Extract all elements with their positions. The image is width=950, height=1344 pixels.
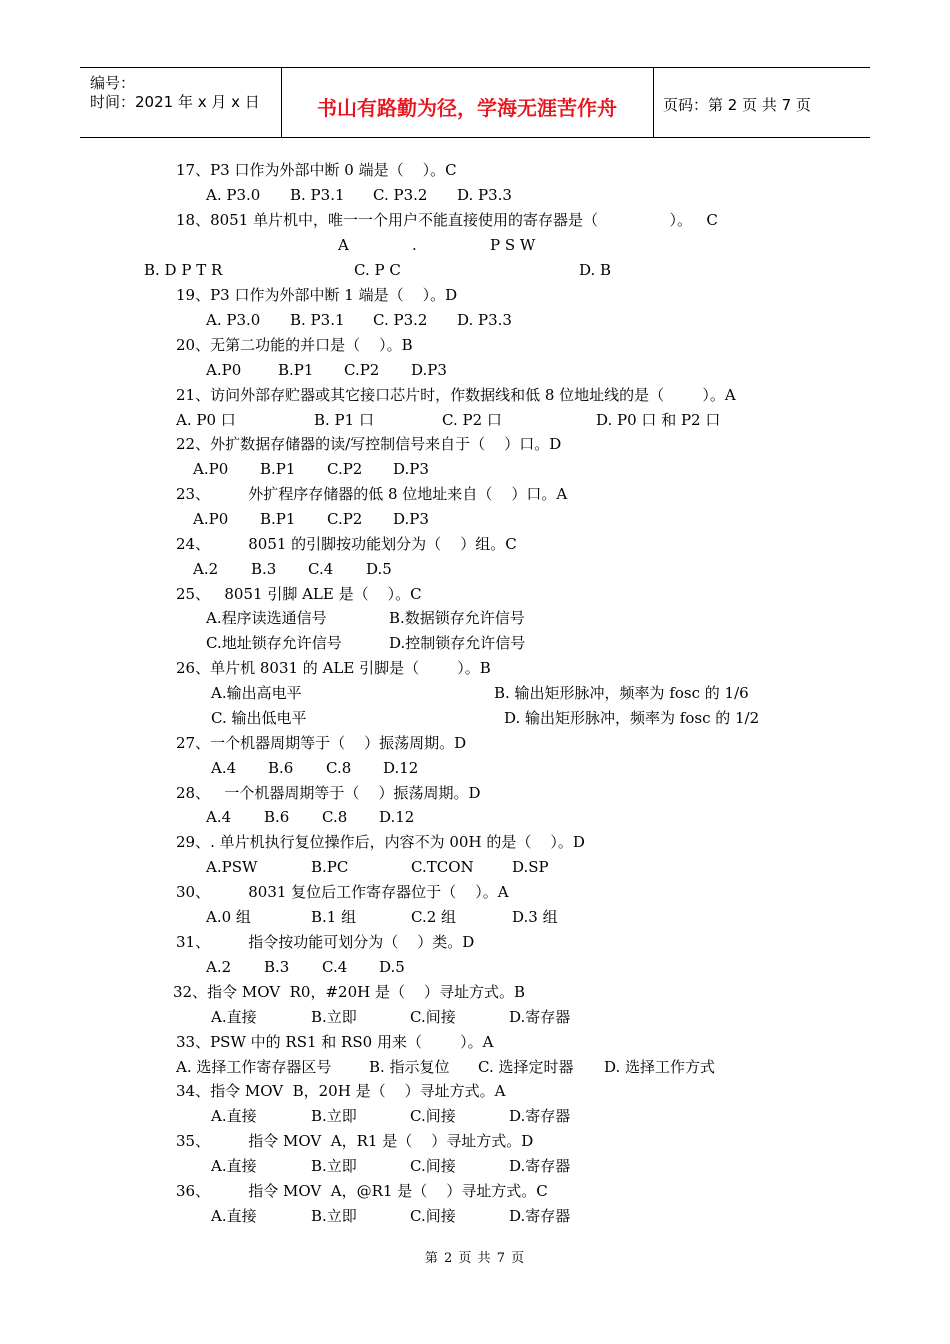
answer-option: A.0 组 [206,908,251,926]
question-line: 28、 一个机器周期等于（ ）振荡周期。D [176,784,481,802]
answer-option: C.P2 [344,361,380,379]
answer-option: D.控制锁存允许信号 [389,634,526,652]
answer-option: C.间接 [410,1008,456,1026]
answer-option: A.P0 [193,460,229,478]
answer-option: B. 输出矩形脉冲，频率为 fosc 的 1/6 [494,684,749,702]
answer-option: C. P3.2 [373,311,428,329]
question-line: 27、一个机器周期等于（ ）振荡周期。D [176,734,467,752]
header-motto-cell [281,68,654,137]
answer-option: B.立即 [311,1207,357,1225]
answer-option: D.5 [366,560,392,578]
answer-option: C.间接 [410,1207,456,1225]
answer-option: D. P3.3 [457,311,512,329]
answer-option: B.PC [311,858,349,876]
answer-option: A. 选择工作寄存器区号 [176,1058,332,1076]
page-footer: 第 2 页 共 7 页 [424,1251,526,1266]
question-line: 24、 8051 的引脚按功能划分为（ ）组。C [176,535,517,553]
answer-option: B.P1 [260,460,296,478]
question-line: 32、指令 MOV R0，#20H 是（ ）寻址方式。B [173,983,526,1001]
answer-option: D. 选择工作方式 [604,1058,716,1076]
question-line: 33、PSW 中的 RS1 和 RS0 用来（ ）。A [176,1033,494,1051]
answer-option: D.寄存器 [509,1207,571,1225]
answer-option: A.4 [211,759,237,777]
answer-option: C.4 [322,958,348,976]
answer-option: A [338,236,349,254]
answer-option: A.P0 [206,361,242,379]
answer-option: D.P3 [393,510,429,528]
answer-option: B.3 [264,958,290,976]
answer-option: C.8 [322,808,348,826]
question-line: 18、8051 单片机中，唯一一个用户不能直接使用的寄存器是（ ）。 C [176,211,718,229]
question-line: 17、P3 口作为外部中断 0 端是（ ）。C [176,161,457,179]
answer-option: A. P3.0 [206,186,261,204]
answer-option: D.SP [512,858,549,876]
answer-option: A.直接 [211,1008,257,1026]
answer-option: D.12 [383,759,419,777]
header-meta [80,68,282,137]
question-line: 22、外扩数据存储器的读/写控制信号来自于（ ）口。D [176,435,562,453]
answer-option: B.立即 [311,1107,357,1125]
question-line: 19、P3 口作为外部中断 1 端是（ ）。D [176,286,458,304]
answer-option: B.P1 [278,361,314,379]
answer-option: C.P2 [327,510,363,528]
answer-option: C.4 [308,560,334,578]
answer-option: A.4 [206,808,232,826]
answer-option: C. 输出低电平 [211,709,307,727]
answer-option: C.间接 [410,1157,456,1175]
answer-option: D. 输出矩形脉冲，频率为 fosc 的 1/2 [504,709,760,727]
answer-option: B. D P T R [144,261,223,279]
answer-option: B.数据锁存允许信号 [389,609,525,627]
answer-option: A.直接 [211,1207,257,1225]
answer-option: A.P0 [193,510,229,528]
answer-option: B.P1 [260,510,296,528]
answer-option: C.TCON [411,858,474,876]
answer-option: A. P3.0 [206,311,261,329]
answer-option: C.地址锁存允许信号 [206,634,342,652]
answer-option: D.3 组 [512,908,558,926]
motto: 书山有路勤为径，学海无涯苦作舟 [317,96,617,120]
answer-option: C. P2 口 [442,411,502,429]
answer-option: B.6 [264,808,290,826]
answer-option: D. B [579,261,612,279]
answer-option: D.寄存器 [509,1008,571,1026]
answer-option: B.立即 [311,1157,357,1175]
page-info: 页码：第 2 页 共 7 页 [663,96,811,114]
question-line: 36、 指令 MOV A，@R1 是（ ）寻址方式。C [176,1182,548,1200]
answer-option: A.程序读选通信号 [206,609,327,627]
answer-option: A.直接 [211,1107,257,1125]
question-line: 26、单片机 8031 的 ALE 引脚是（ ）。B [176,659,491,677]
answer-option: A.PSW [206,858,258,876]
question-line: 30、 8031 复位后工作寄存器位于（ ）。A [176,883,509,901]
answer-option: . [412,236,417,254]
question-line: 23、 外扩程序存储器的低 8 位地址来自（ ）口。A [176,485,568,503]
question-line: 25、 8051 引脚 ALE 是（ ）。C [176,585,422,603]
answer-option: D. P3.3 [457,186,512,204]
answer-option: A. P0 口 [176,411,236,429]
question-line: 35、 指令 MOV A，R1 是（ ）寻址方式。D [176,1132,534,1150]
answer-option: C. P C [354,261,401,279]
serial-label: 编号： [90,74,136,92]
answer-option: C.2 组 [411,908,457,926]
question-line: 21、访问外部存贮器或其它接口芯片时，作数据线和低 8 位地址线的是（ ）。A [176,386,736,404]
answer-option: C.间接 [410,1107,456,1125]
answer-option: B. P3.1 [290,186,345,204]
question-line: 31、 指令按功能可划分为（ ）类。D [176,933,475,951]
answer-option: A.2 [193,560,219,578]
answer-option: B. 指示复位 [369,1058,450,1076]
time-label: 时间：2021 年 x 月 x 日 [90,93,260,111]
answer-option: D.5 [379,958,405,976]
answer-option: B. P1 口 [314,411,374,429]
answer-option: D.寄存器 [509,1157,571,1175]
answer-option: D.12 [379,808,415,826]
answer-option: D.寄存器 [509,1107,571,1125]
answer-option: C. 选择定时器 [478,1058,574,1076]
answer-option: B. P3.1 [290,311,345,329]
answer-option: A.直接 [211,1157,257,1175]
question-line: 29、. 单片机执行复位操作后，内容不为 00H 的是（ ）。D [176,833,585,851]
question-line: 20、无第二功能的并口是（ ）。B [176,336,413,354]
question-line: 34、指令 MOV B，20H 是（ ）寻址方式。A [176,1082,506,1100]
answer-option: D.P3 [393,460,429,478]
answer-option: B.3 [251,560,277,578]
answer-option: C.P2 [327,460,363,478]
answer-option: B.1 组 [311,908,357,926]
answer-option: B.立即 [311,1008,357,1026]
answer-option: C. P3.2 [373,186,428,204]
page-header [80,67,870,138]
answer-option: D.P3 [411,361,447,379]
answer-option: P S W [490,236,536,254]
answer-option: A.输出高电平 [211,684,302,702]
answer-option: A.2 [206,958,232,976]
answer-option: D. P0 口 和 P2 口 [596,411,721,429]
answer-option: C.8 [326,759,352,777]
answer-option: B.6 [268,759,294,777]
